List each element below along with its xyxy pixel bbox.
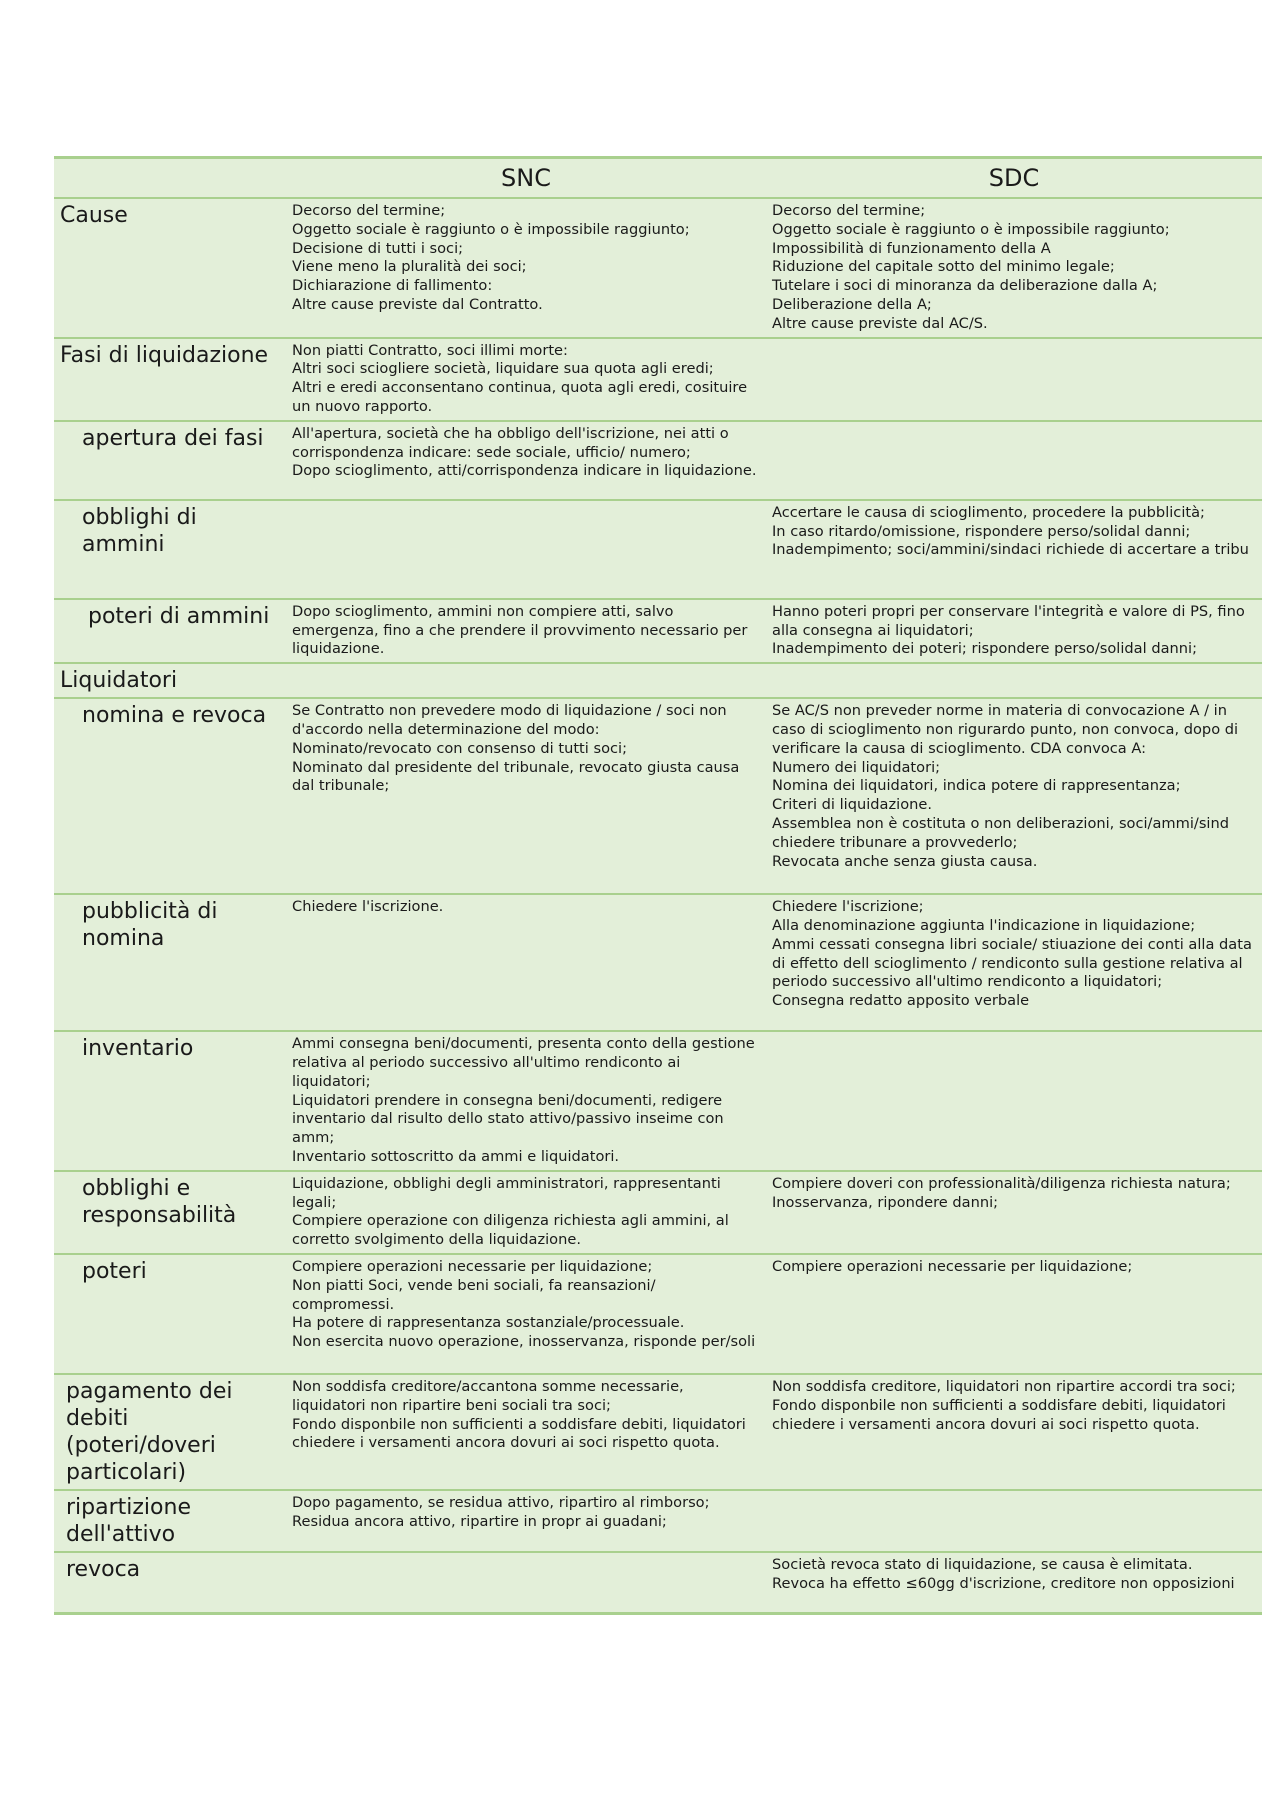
row-label: nomina e revoca	[54, 698, 286, 894]
row-label: pubblicità di nomina	[54, 894, 286, 1031]
snc-cell: Ammi consegna beni/documenti, presenta conto della gestione relativa al periodo successivo all'ultimo rendiconto ai liquidatori; Liquidatori prendere in consegna beni/documenti, redigere inventario dal risulto dello stato attivo/passivo inseime con amm; Inventario sottoscritto da ammi e liquidatori.	[286, 1031, 766, 1171]
row-label: ripartizione dell'attivo	[54, 1490, 286, 1552]
header-sdc: SDC	[766, 158, 1262, 199]
row-label: pagamento dei debiti (poteri/doveri particolari)	[54, 1374, 286, 1490]
row-label: inventario	[54, 1031, 286, 1171]
table-row	[54, 500, 1262, 599]
snc-cell: Non soddisfa creditore/accantona somme necessarie, liquidatori non ripartire beni sociali tra soci; Fondo disponbile non sufficienti a soddisfare debiti, liquidatori chiedere i versamenti ancora dovuri ai soci rispetto quota.	[286, 1374, 766, 1490]
sdc-cell: Accertare le causa di scioglimento, procedere la pubblicità; In caso ritardo/omissione, rispondere perso/solidal danni; Inadempimento; soci/ammini/sindaci richiede di accertare a tribu	[766, 500, 1262, 599]
sdc-cell: Non soddisfa creditore, liquidatori non ripartire accordi tra soci; Fondo disponbile non sufficienti a soddisfare debiti, liquidatori chiedere i versamenti ancora dovuri ai soci rispetto quota.	[766, 1374, 1262, 1490]
snc-cell: All'apertura, società che ha obbligo dell'iscrizione, nei atti o corrispondenza indicare: sede sociale, ufficio/ numero; Dopo scioglimento, atti/corrispondenza indicare in liquidazione.	[286, 421, 766, 500]
snc-cell: Dopo scioglimento, ammini non compiere atti, salvo emergenza, fino a che prendere il provvimento necessario per liquidazione.	[286, 599, 766, 663]
row-label: Cause	[54, 198, 286, 338]
snc-cell: Dopo pagamento, se residua attivo, ripartiro al rimborso; Residua ancora attivo, ripartire in propr ai guadani;	[286, 1490, 766, 1552]
sdc-cell	[766, 1490, 1262, 1552]
sdc-cell	[766, 421, 1262, 500]
sdc-cell: Hanno poteri propri per conservare l'integrità e valore di PS, fino alla consegna ai liquidatori; Inadempimento dei poteri; rispondere perso/solidal danni;	[766, 599, 1262, 663]
snc-cell: Chiedere l'iscrizione.	[286, 894, 766, 1031]
sdc-cell: Chiedere l'iscrizione; Alla denominazione aggiunta l'indicazione in liquidazione; Ammi cessati consegna libri sociale/ stiuazione dei conti alla data di effetto dell scioglimento / rendiconto sulla gestione relativa al periodo successivo all'ultimo rendiconto a liquidatori; Consegna redatto apposito verbale	[766, 894, 1262, 1031]
snc-cell	[286, 663, 766, 698]
table-row	[54, 1254, 1262, 1374]
sdc-cell	[766, 663, 1262, 698]
row-label: Liquidatori	[54, 663, 286, 698]
row-label: Fasi di liquidazione	[54, 338, 286, 421]
snc-cell	[286, 1552, 766, 1614]
header-empty-cell	[54, 158, 286, 199]
table-row	[54, 338, 1262, 421]
table-row	[54, 1552, 1262, 1614]
row-label: poteri di ammini	[54, 599, 286, 663]
snc-cell: Liquidazione, obblighi degli amministratori, rappresentanti legali; Compiere operazione con diligenza richiesta agli ammini, al corretto svolgimento della liquidazione.	[286, 1171, 766, 1254]
sdc-cell: Compiere doveri con professionalità/diligenza richiesta natura; Inosservanza, ripondere danni;	[766, 1171, 1262, 1254]
row-label: apertura dei fasi	[54, 421, 286, 500]
snc-cell: Decorso del termine; Oggetto sociale è raggiunto o è impossibile raggiunto; Decisione di tutti i soci; Viene meno la pluralità dei soci; Dichiarazione di fallimento: Altre cause previste dal Contratto.	[286, 198, 766, 338]
row-label: revoca	[54, 1552, 286, 1614]
sdc-cell	[766, 338, 1262, 421]
table-row	[54, 698, 1262, 894]
table-row	[54, 894, 1262, 1031]
sdc-cell: Decorso del termine; Oggetto sociale è raggiunto o è impossibile raggiunto; Impossibilità di funzionamento della A Riduzione del capitale sotto del minimo legale; Tutelare i soci di minoranza da deliberazione dalla A; Deliberazione della A; Altre cause previste dal AC/S.	[766, 198, 1262, 338]
sdc-cell: Società revoca stato di liquidazione, se causa è elimitata. Revoca ha effetto ≤60gg d'iscrizione, creditore non opposizioni	[766, 1552, 1262, 1614]
snc-cell: Se Contratto non prevedere modo di liquidazione / soci non d'accordo nella determinazione del modo: Nominato/revocato con consenso di tutti soci; Nominato dal presidente del tribunale, revocato giusta causa dal tribunale;	[286, 698, 766, 894]
snc-cell: Compiere operazioni necessarie per liquidazione; Non piatti Soci, vende beni sociali, fa reansazioni/ compromessi. Ha potere di rappresentanza sostanziale/processuale. Non esercita nuovo operazione, inosservanza, risponde per/soli	[286, 1254, 766, 1374]
snc-cell	[286, 500, 766, 599]
sdc-cell	[766, 1031, 1262, 1171]
snc-cell: Non piatti Contratto, soci illimi morte: Altri soci sciogliere società, liquidare sua quota agli eredi; Altri e eredi acconsentano continua, quota agli eredi, cosituire un nuovo rapporto.	[286, 338, 766, 421]
sdc-cell: Compiere operazioni necessarie per liquidazione;	[766, 1254, 1262, 1374]
row-label: poteri	[54, 1254, 286, 1374]
header-snc: SNC	[286, 158, 766, 199]
row-label: obblighi e responsabilità	[54, 1171, 286, 1254]
sdc-cell: Se AC/S non preveder norme in materia di convocazione A / in caso di scioglimento non rigurardo punto, non convoca, dopo di verificare la causa di scioglimento. CDA convoca A: Numero dei liquidatori; Nomina dei liquidatori, indica potere di rappresentanza; Criteri di liquidazione. Assemblea non è costituta o non deliberazioni, soci/ammi/sind chiedere tribunare a provvederlo; Revocata anche senza giusta causa.	[766, 698, 1262, 894]
table-row	[54, 1374, 1262, 1490]
header-row	[54, 158, 1262, 199]
row-label: obblighi di ammini	[54, 500, 286, 599]
table-row	[54, 421, 1262, 500]
comparison-table	[54, 156, 1262, 1615]
table-row	[54, 663, 1262, 698]
table-row	[54, 198, 1262, 338]
table-row	[54, 1490, 1262, 1552]
table-row	[54, 1171, 1262, 1254]
table-row	[54, 599, 1262, 663]
table-row	[54, 1031, 1262, 1171]
